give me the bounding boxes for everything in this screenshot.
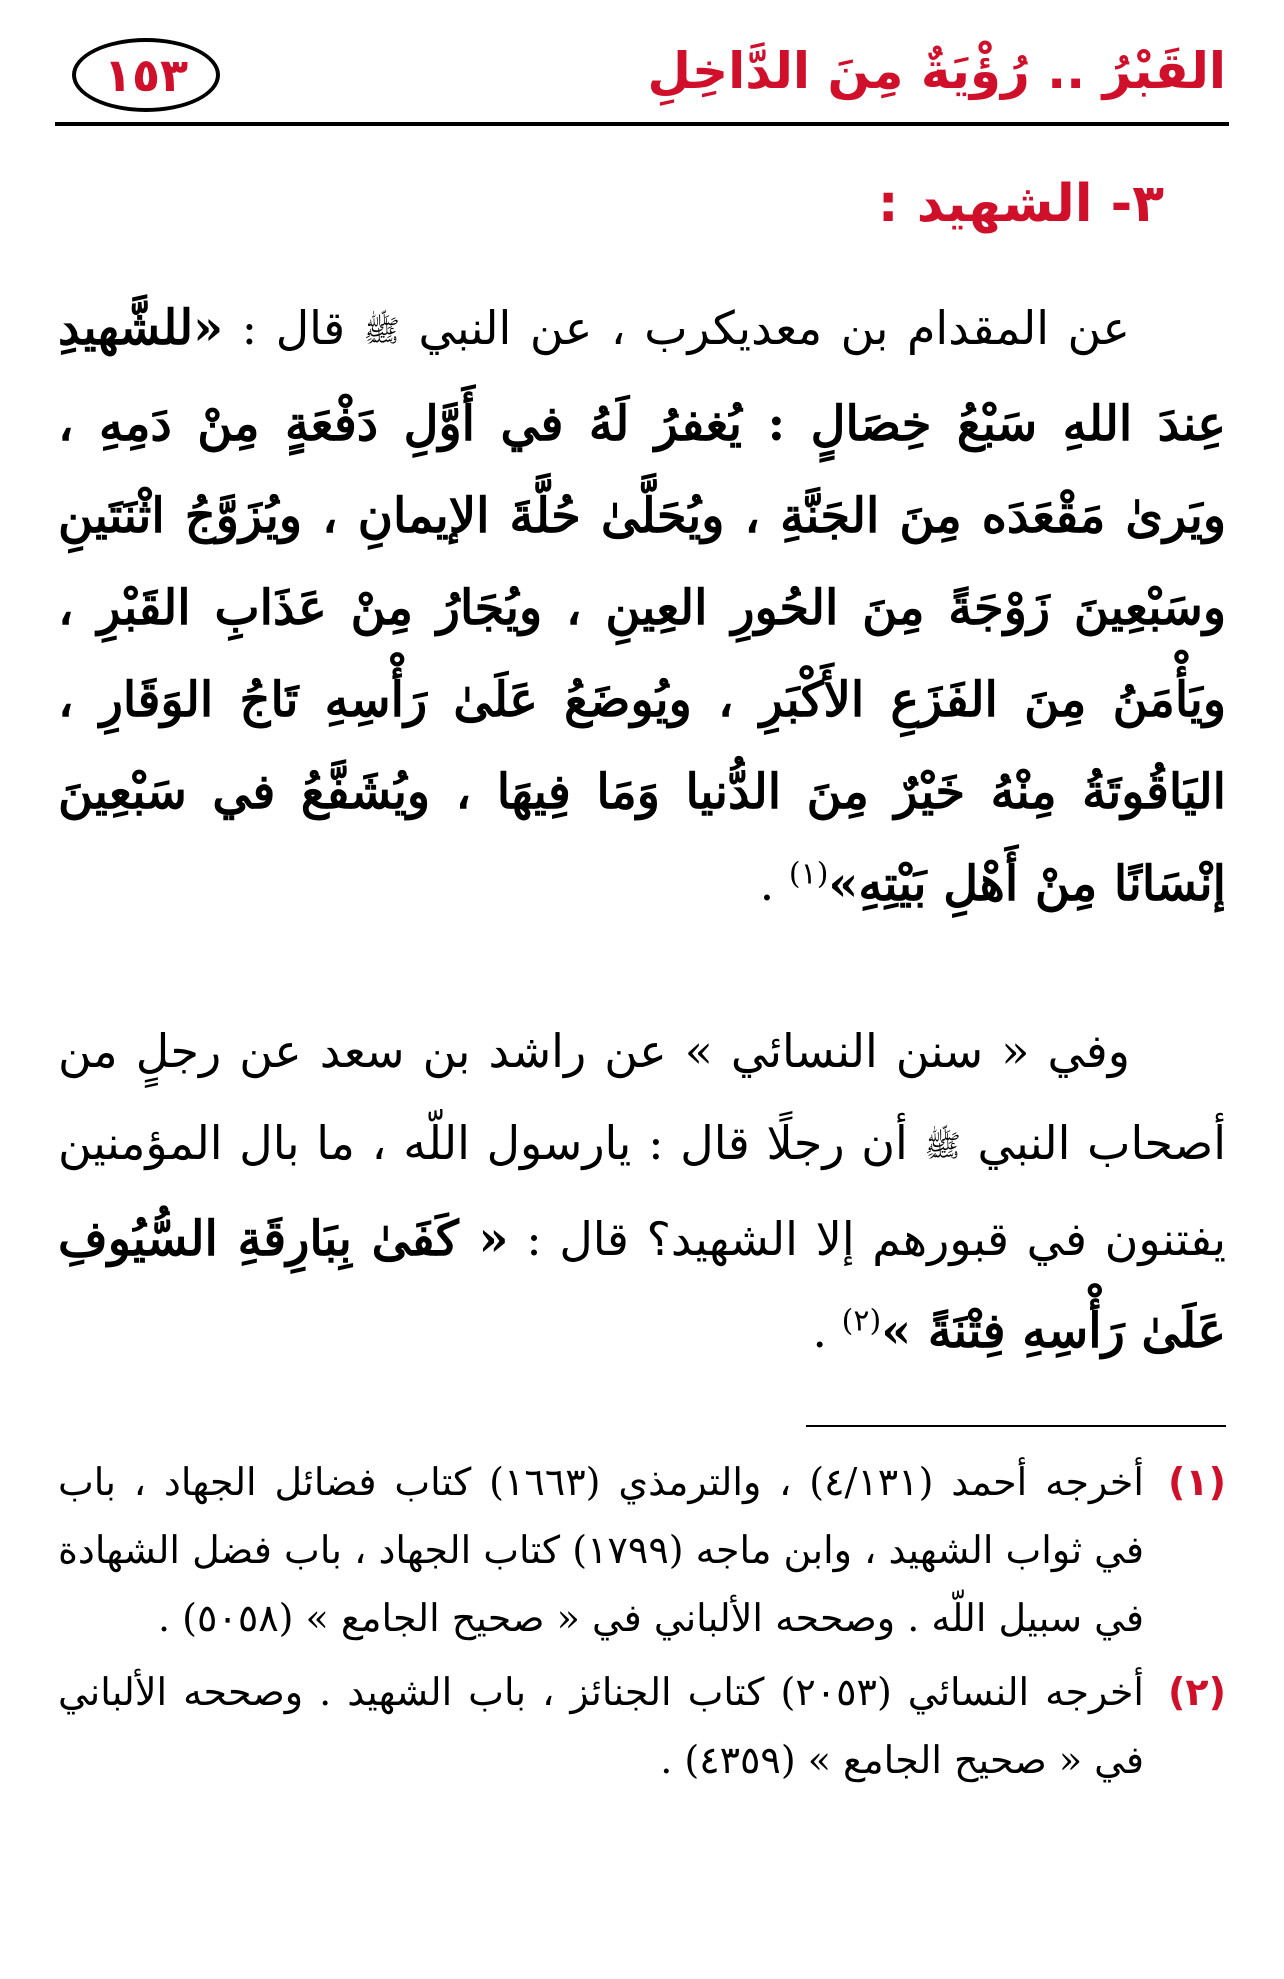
footnote-text: أخرجه النسائي (٢٠٥٣) كتاب الجنائز ، باب الشهيد . وصححه الألباني في « صحيح الجامع » (٤٣٥٩) . (58, 1670, 1144, 1782)
running-title: القَبْرُ .. رُؤْيَةٌ مِنَ الدَّاخِلِ (647, 42, 1226, 100)
paragraph-intro (242, 301, 1226, 355)
header-divider (55, 122, 1229, 126)
salawat-symbol: ﷺ (924, 1129, 961, 1164)
footnote-item (58, 1448, 1226, 1652)
section-heading: ٣- الشهيد : (877, 174, 1164, 234)
paragraph-2-text-a: وفي « سنن النسائي » عن راشد بن سعد عن رجلٍ من أصحاب النبي (58, 1024, 1227, 1170)
salawat-symbol: ﷺ (363, 314, 400, 349)
hadith-text: «للشَّهيدِ عِندَ اللهِ سَبْعُ خِصَالٍ : يُغفرُ لَهُ في أَوَّلِ دَفْعَةٍ مِنْ دَمِهِ ، ويَرىٰ مَقْعَدَه مِنَ الجَنَّةِ ، ويُحَلَّىٰ حُلَّةَ الإيمانِ ، ويُزَوَّجُ اثْنَتَينِ وسَبْعِينَ زَوْجَةً مِنَ الحُورِ العِينِ ، ويُجَارُ مِنْ عَذَابِ القَبْرِ ، ويَأْمَنُ مِنَ الفَزَعِ الأَكْبَرِ ، ويُوضَعُ عَلَىٰ رَأْسِهِ تَاجُ الوَقَارِ ، اليَاقُوتَةُ مِنْهُ خَيْرٌ مِنَ الدُّنيا وَمَا فِيهَا ، ويُشَفَّعُ في سَبْعِينَ إنْسَانًا مِنْ أَهْلِ بَيْتِهِ» (58, 300, 1227, 912)
footnote-item (58, 1658, 1226, 1794)
intro-text: عن المقدام بن معديكرب ، عن النبي (418, 301, 1131, 355)
intro-end-text: قال : (241, 301, 346, 355)
paragraph-end: . (812, 1304, 828, 1358)
paragraph-end: . (759, 857, 775, 911)
footnote-text: أخرجه أحمد (٤/١٣١) ، والترمذي (١٦٦٣) كتاب فضائل الجهاد ، باب في ثواب الشهيد ، وابن ماجه (١٧٩٩) كتاب الجهاد ، باب فضل الشهادة في سبيل اللّه . وصححه الألباني في « صحيح الجامع » (٥٠٥٨) . (58, 1460, 1144, 1640)
paragraph-2-text-b: أن رجلًا قال : يارسول اللّه ، ما بال المؤمنين يفتنون في قبورهم إلا الشهيد؟ قال : (58, 1116, 1227, 1266)
page-number-badge (72, 38, 220, 112)
footnote-number: (٢) (1168, 1670, 1226, 1714)
paragraph-nasai (58, 1005, 1226, 1377)
footnote-number: (١) (1168, 1460, 1226, 1504)
paragraph-hadith-shahid (58, 282, 1226, 930)
page-number: ١٥٣ (103, 48, 189, 102)
footnote-separator (806, 1425, 1226, 1427)
hadith-text: « كَفَىٰ بِبَارِقَةِ السُّيُوفِ عَلَىٰ رَأْسِهِ فِتْنَةً » (58, 1211, 1226, 1359)
footnotes (58, 1448, 1226, 1800)
footnote-ref-2: (٢) (841, 1303, 882, 1339)
footnote-ref-1: (١) (788, 856, 829, 892)
